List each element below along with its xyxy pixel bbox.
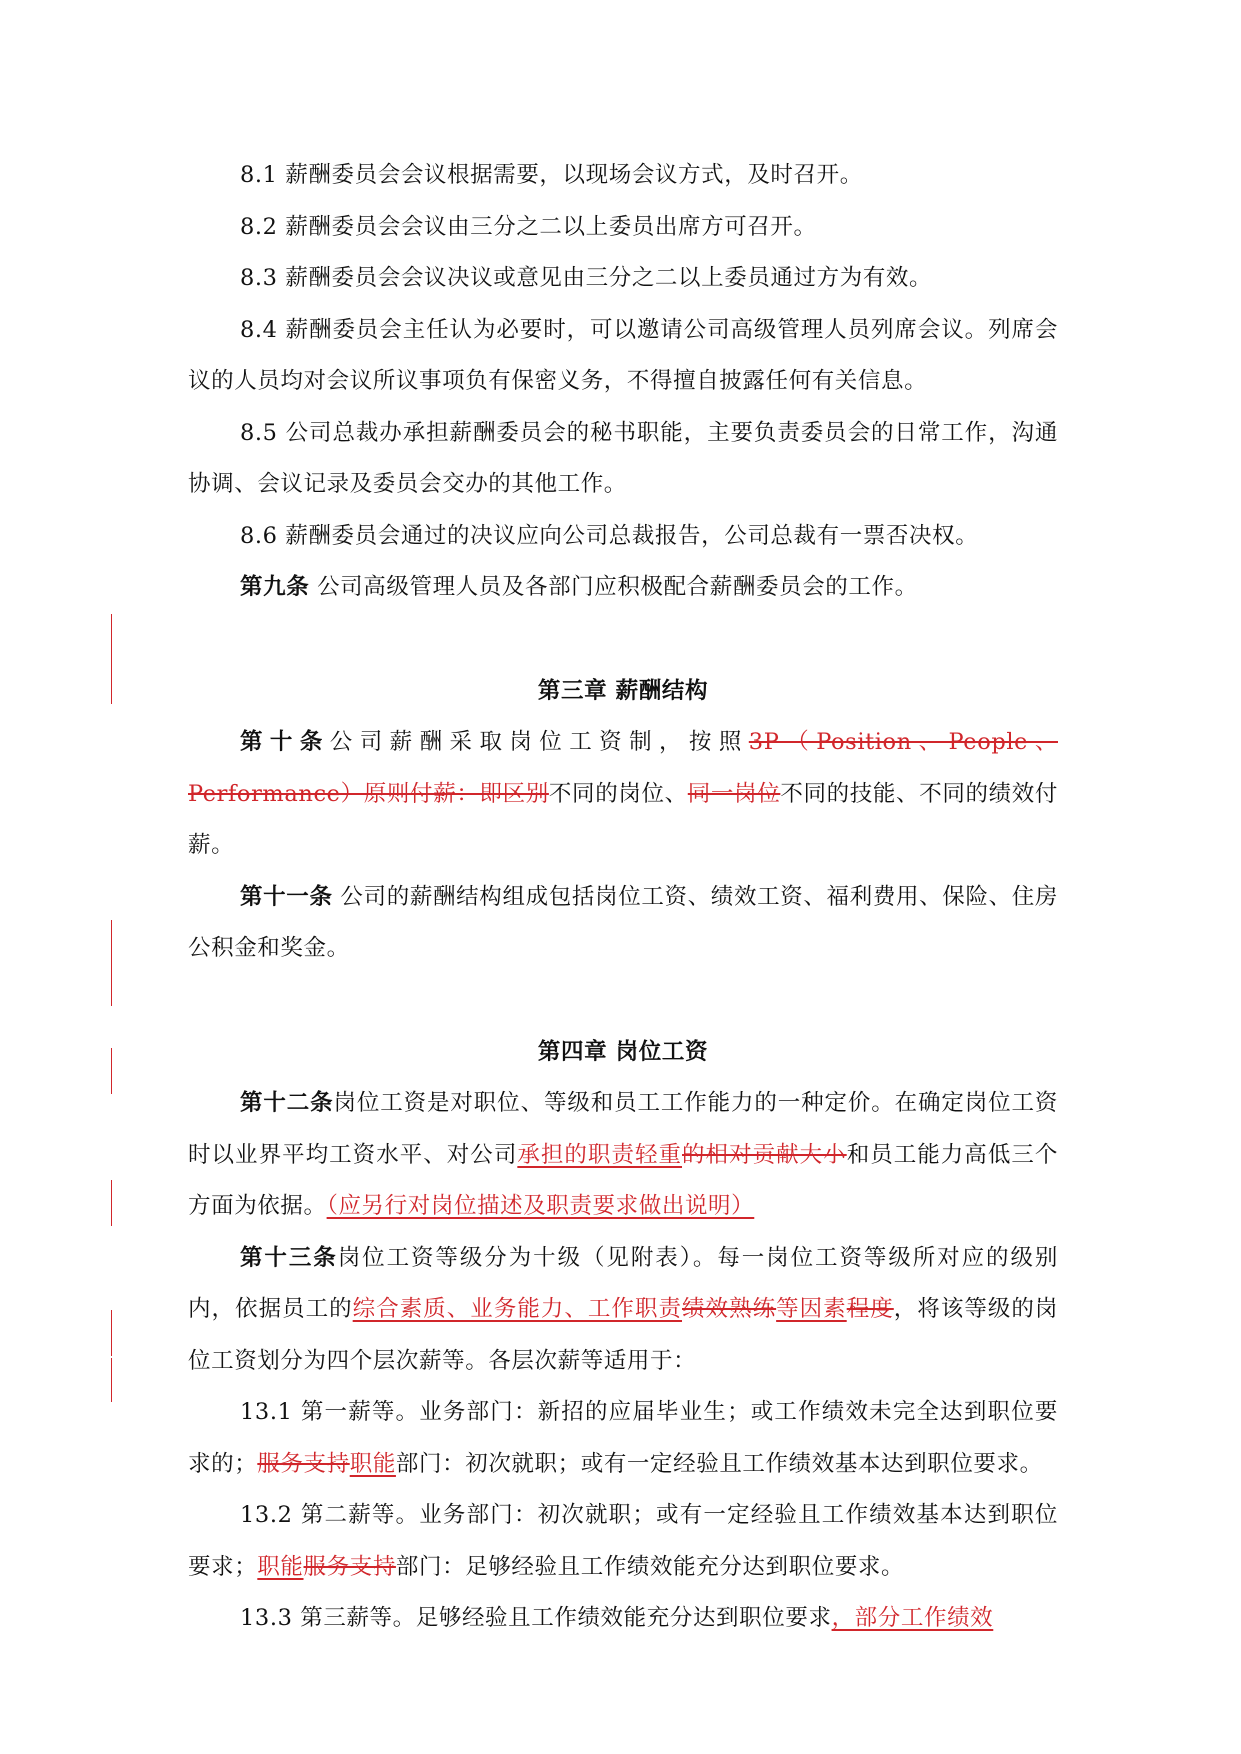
- article-12: [188, 1078, 1058, 1233]
- tracked-deletion: 同一岗位: [687, 780, 781, 807]
- document-page: [188, 150, 1058, 1645]
- article-13: [188, 1233, 1058, 1388]
- tracked-deletion: 的相对贡献大小: [682, 1141, 847, 1168]
- article-11: [188, 872, 1058, 975]
- article-10: [188, 717, 1058, 872]
- article-label: 第十条: [240, 729, 330, 755]
- article-label: 第十三条: [240, 1244, 338, 1271]
- article-text: 和员工能力高低三个方面为依据。: [188, 1141, 1058, 1219]
- clause-8-3: 8.3 薪酬委员会会议决议或意见由三分之二以上委员通过方为有效。: [240, 265, 933, 291]
- tracked-deletion: 服务支持: [257, 1450, 350, 1477]
- article-label: 第十一条: [240, 883, 333, 910]
- article-text: 岗位工资是对职位、等级和员工工作能力的一种定价。在确定岗位工资时以业界平均工资水平、对公司: [188, 1090, 1059, 1168]
- article-text: 公司高级管理人员及各部门应积极配合薪酬委员会的工作。: [309, 574, 918, 600]
- clause-text: 13.2 第二薪等。业务部门：初次就职；或有一定经验且工作绩效基本达到职位要求；: [188, 1502, 1058, 1580]
- tracked-insertion: 职能: [349, 1450, 396, 1477]
- chapter-3-heading: 第三章 薪酬结构: [537, 677, 709, 704]
- clause-text: 13.3 第三薪等。足够经验且工作绩效能充分达到职位要求: [240, 1605, 832, 1631]
- article-text: 岗位工资等级分为十级（见附表）。每一岗位工资等级所对应的级别内，依据员工的: [188, 1244, 1058, 1322]
- clause-8-6: 8.6 薪酬委员会通过的决议应向公司总裁报告，公司总裁有一票否决权。: [240, 522, 979, 549]
- article-label: 第九条: [240, 574, 310, 600]
- article-text: 公司薪酬采取岗位工资制，按照: [329, 729, 749, 755]
- change-bar: [111, 1310, 112, 1356]
- clause-13-1: [188, 1387, 1058, 1490]
- article-9: [188, 562, 1058, 614]
- tracked-insertion: 综合素质、业务能力、工作职责: [352, 1296, 683, 1322]
- clause-13-3: [188, 1593, 1058, 1645]
- clause-text: 13.1 第一薪等。业务部门：新招的应届毕业生；或工作绩效未完全达到职位要求的；: [188, 1399, 1058, 1477]
- tracked-insertion: （应另行对岗位描述及职责要求做出说明）: [326, 1193, 755, 1219]
- tracked-insertion: ，部分工作绩效: [831, 1605, 994, 1631]
- tracked-insertion: 等因素: [776, 1296, 847, 1322]
- article-text: ，将该等级的岗位工资划分为四个层次薪等。各层次薪等适用于：: [188, 1296, 1059, 1374]
- clause-text: 部门：足够经验且工作绩效能充分达到职位要求。: [395, 1553, 905, 1580]
- clause-8-2: 8.2 薪酬委员会会议由三分之二以上委员出席方可召开。: [240, 213, 817, 240]
- change-bar: [111, 1048, 112, 1094]
- clause-8-4: 8.4 薪酬委员会主任认为必要时，可以邀请公司高级管理人员列席会议。列席会议的人员均对会议所议事项负有保密义务，不得擅自披露任何有关信息。: [188, 316, 1058, 394]
- clause-13-2: [188, 1490, 1058, 1593]
- change-bar: [111, 614, 112, 704]
- change-bar: [111, 920, 112, 1006]
- chapter-4-heading: 第四章 岗位工资: [537, 1038, 709, 1065]
- tracked-deletion: 服务支持: [303, 1553, 396, 1580]
- article-text: 不同的技能、不同的绩效付薪。: [188, 780, 1058, 858]
- clause-text: 部门：初次就职；或有一定经验且工作绩效基本达到职位要求。: [395, 1450, 1043, 1477]
- clause-8-1: 8.1 薪酬委员会会议根据需要，以现场会议方式，及时召开。: [240, 162, 863, 188]
- change-bar: [111, 1358, 112, 1402]
- tracked-insertion: 职能: [257, 1553, 304, 1580]
- tracked-deletion: 程度: [846, 1296, 894, 1322]
- article-text: 公司的薪酬结构组成包括岗位工资、绩效工资、福利费用、保险、住房公积金和奖金。: [188, 883, 1058, 961]
- article-label: 第十二条: [240, 1090, 334, 1116]
- change-bar: [111, 1180, 112, 1226]
- tracked-deletion: 3P（Position、People、Performance）原则付薪：即区别: [188, 729, 1058, 807]
- clause-8-5: 8.5 公司总裁办承担薪酬委员会的秘书职能，主要负责委员会的日常工作，沟通协调、会议记录及委员会交办的其他工作。: [188, 419, 1058, 497]
- tracked-insertion: 承担的职责轻重: [517, 1141, 683, 1168]
- tracked-deletion: 绩效熟练: [682, 1296, 777, 1322]
- article-text: 不同的岗位、: [548, 780, 688, 807]
